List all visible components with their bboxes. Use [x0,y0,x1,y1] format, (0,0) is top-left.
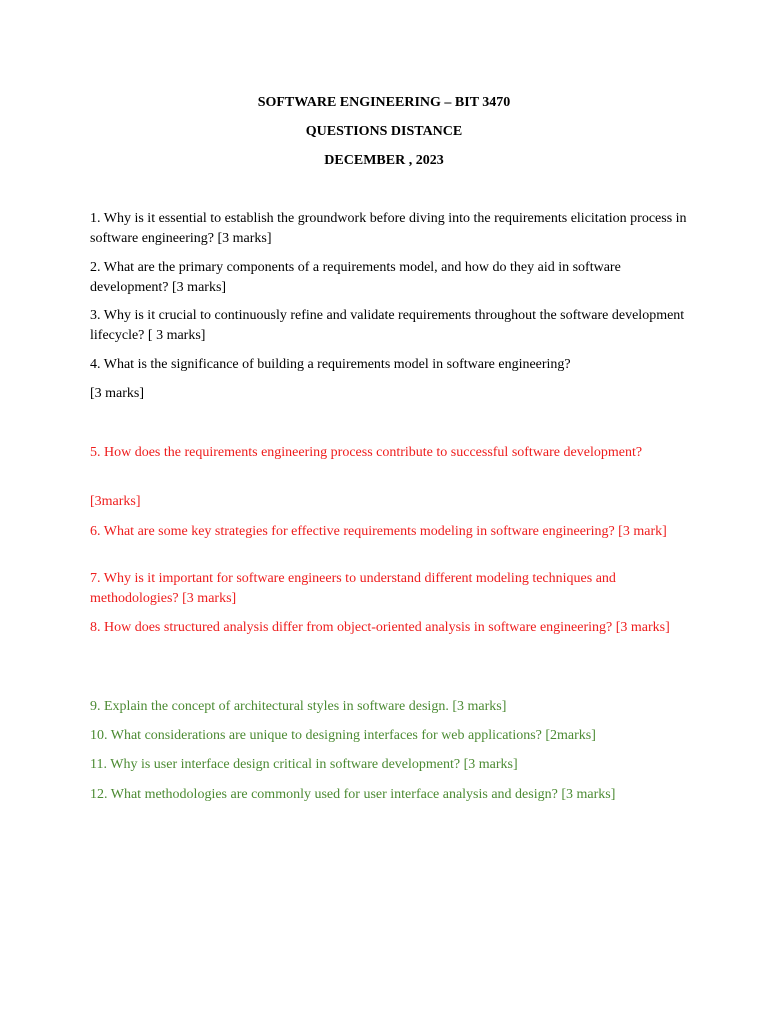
question-10: 10. What considerations are unique to designing interfaces for web applications? [2marks] [90,728,596,743]
question-8: 8. How does structured analysis differ from object-oriented analysis in software engineering? [3 marks] [90,620,670,635]
question-4: 4. What is the significance of building a requirements model in software engineering? [90,357,571,372]
course-title: SOFTWARE ENGINEERING – BIT 3470 [257,95,511,110]
question-2: 2. What are the primary components of a requirements model, and how do they aid in software development? [3 marks] [90,260,621,295]
paper-type: QUESTIONS DISTANCE [305,124,463,139]
exam-date: DECEMBER , 2023 [324,153,444,168]
question-5-marks: [3marks] [90,494,141,509]
question-4-marks: [3 marks] [90,386,145,401]
question-1: 1. Why is it essential to establish the groundwork before diving into the requirements elicitation process in software engineering? [3 marks] [90,211,687,246]
question-6: 6. What are some key strategies for effective requirements modeling in software engineering? [3 mark] [90,524,667,539]
question-5: 5. How does the requirements engineering process contribute to successful software development? [90,445,643,460]
question-11: 11. Why is user interface design critical in software development? [3 marks] [90,757,518,772]
question-12: 12. What methodologies are commonly used for user interface analysis and design? [3 marks] [90,787,616,802]
question-9: 9. Explain the concept of architectural styles in software design. [3 marks] [90,699,507,714]
question-7: 7. Why is it important for software engineers to understand different modeling techniques and methodologies? [3 marks] [90,571,616,606]
question-3: 3. Why is it crucial to continuously refine and validate requirements throughout the software development lifecycle? [ 3 marks] [90,308,685,343]
